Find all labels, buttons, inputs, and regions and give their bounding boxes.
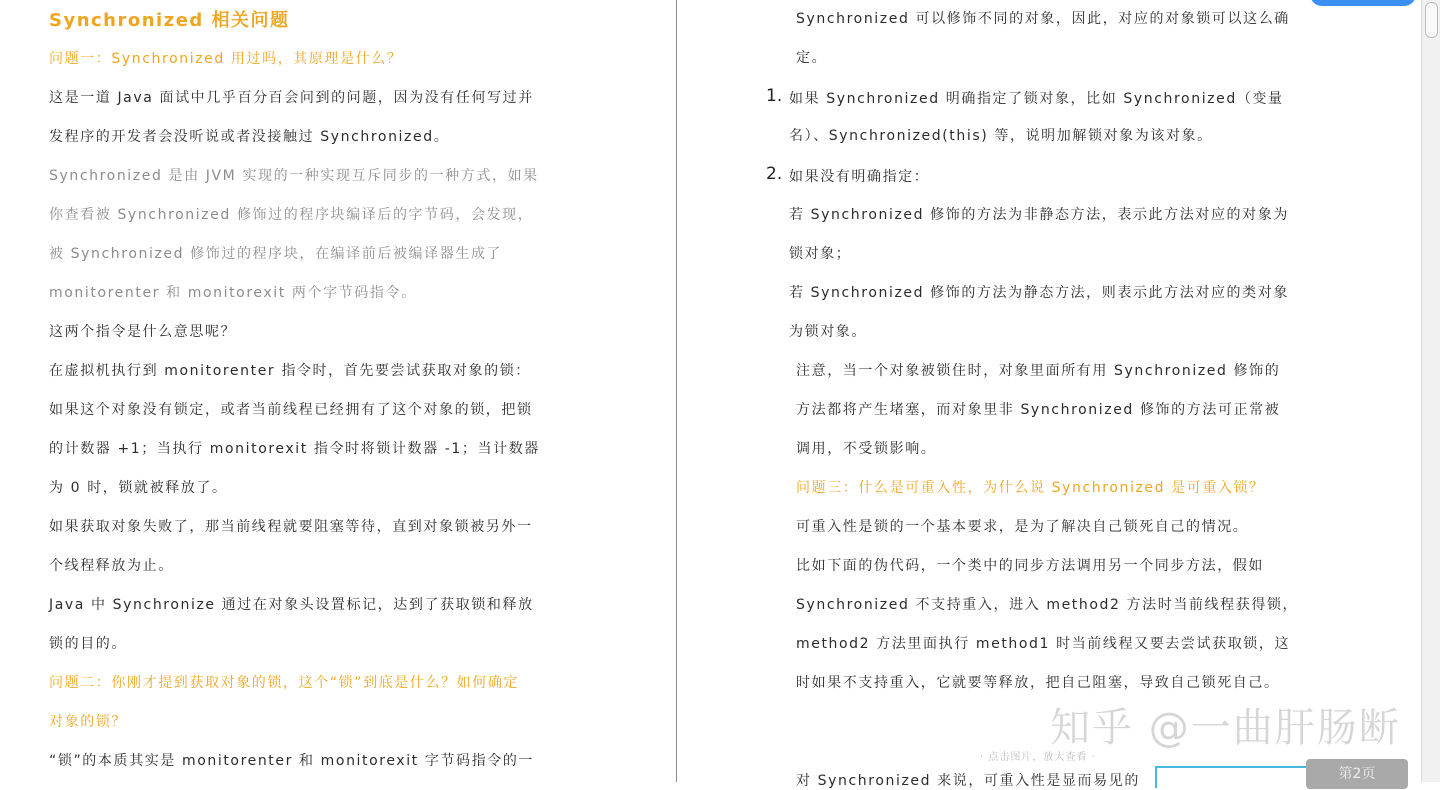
- list-item-line: 如果没有明确指定：: [789, 169, 930, 185]
- paragraph-line: 对 Synchronized 来说，可重入性是显而易见的: [796, 773, 1140, 789]
- paragraph-line: 方法都将产生堵塞，而对象里非 Synchronized 修饰的方法可正常被: [796, 402, 1281, 418]
- paragraph-line: 如果这个对象没有锁定，或者当前线程已经拥有了这个对象的锁，把锁: [49, 402, 533, 418]
- document-page-left: [0, 0, 676, 782]
- paragraph-line: 若 Synchronized 修饰的方法为静态方法，则表示此方法对应的类对象: [789, 285, 1289, 301]
- paragraph-line: Synchronized 是由 JVM 实现的一种实现互斥同步的一种方式，如果: [49, 168, 539, 184]
- vertical-scrollbar[interactable]: [1421, 0, 1440, 782]
- paragraph-line: 调用，不受锁影响。: [796, 441, 937, 457]
- paragraph-line: 时如果不支持重入，它就要等释放，把自己阻塞，导致自己锁死自己。: [796, 675, 1280, 691]
- paragraph-line: 锁的目的。: [49, 636, 127, 652]
- paragraph-line: 这两个指令是什么意思呢？: [49, 324, 237, 340]
- paragraph-line: 发程序的开发者会没听说或者没接触过 Synchronized。: [49, 129, 450, 145]
- paragraph-line: 为 0 时，锁就被释放了。: [49, 480, 228, 496]
- paragraph-line: 可重入性是锁的一个基本要求，是为了解决自己锁死自己的情况。: [796, 519, 1249, 535]
- paragraph-line: 定。: [796, 50, 828, 66]
- paragraph-line: 个线程释放为止。: [49, 558, 174, 574]
- paragraph-line: 注意，当一个对象被锁住时，对象里面所有用 Synchronized 修饰的: [796, 363, 1281, 379]
- paragraph-line: 的计数器 +1；当执行 monitorexit 指令时将锁计数器 -1；当计数器: [49, 441, 540, 457]
- paragraph-line: “锁”的本质其实是 monitorenter 和 monitorexit 字节码指令的一: [49, 753, 535, 769]
- list-number: 2.: [766, 164, 783, 184]
- top-action-button[interactable]: [1310, 0, 1416, 6]
- paragraph-line: Java 中 Synchronize 通过在对象头设置标记，达到了获取锁和释放: [49, 597, 534, 613]
- list-item-line: 名）、Synchronized(this) 等，说明加解锁对象为该对象。: [789, 128, 1213, 144]
- paragraph-line: 如果获取对象失败了，那当前线程就要阻塞等待，直到对象锁被另外一: [49, 519, 533, 535]
- list-number: 1.: [766, 86, 783, 106]
- paragraph-line: 比如下面的伪代码，一个类中的同步方法调用另一个同步方法，假如: [796, 558, 1264, 574]
- list-item-line: 如果 Synchronized 明确指定了锁对象，比如 Synchronized（变量: [789, 91, 1284, 107]
- zoom-hint: · 点击图片，放大查看 ·: [980, 752, 1096, 763]
- paragraph-line: 你查看被 Synchronized 修饰过的程序块编译后的字节码，会发现，: [49, 207, 534, 223]
- paragraph-line: 这是一道 Java 面试中几乎百分百会问到的问题，因为没有任何写过并: [49, 90, 534, 106]
- paragraph-line: 为锁对象。: [789, 324, 867, 340]
- page-number-badge[interactable]: 第2页: [1306, 759, 1408, 789]
- paragraph-line: monitorenter 和 monitorexit 两个字节码指令。: [49, 285, 417, 301]
- question-three-heading: 问题三：什么是可重入性，为什么说 Synchronized 是可重入锁？: [796, 480, 1265, 496]
- document-page-right: [677, 0, 1422, 789]
- paragraph-line: 被 Synchronized 修饰过的程序块，在编译前后被编译器生成了: [49, 246, 503, 262]
- paragraph-line: 在虚拟机执行到 monitorenter 指令时，首先要尝试获取对象的锁：: [49, 363, 531, 379]
- page-title: Synchronized 相关问题: [49, 10, 290, 31]
- paragraph-line: Synchronized 可以修饰不同的对象，因此，对应的对象锁可以这么确: [796, 11, 1290, 27]
- question-two-heading-cont: 对象的锁？: [49, 714, 127, 730]
- scrollbar-thumb[interactable]: [1425, 2, 1438, 38]
- question-one-heading: 问题一：Synchronized 用过吗，其原理是什么？: [49, 51, 403, 67]
- paragraph-line: Synchronized 不支持重入，进入 method2 方法时当前线程获得锁，: [796, 597, 1299, 613]
- paragraph-line: 锁对象；: [789, 246, 852, 262]
- paragraph-line: 若 Synchronized 修饰的方法为非静态方法，表示此方法对应的对象为: [789, 207, 1289, 223]
- paragraph-line: method2 方法里面执行 method1 时当前线程又要去尝试获取锁，这: [796, 636, 1291, 652]
- zhihu-watermark: 知乎 @一曲肝肠断: [1050, 705, 1401, 751]
- question-two-heading: 问题二：你刚才提到获取对象的锁，这个“锁”到底是什么？如何确定: [49, 675, 520, 691]
